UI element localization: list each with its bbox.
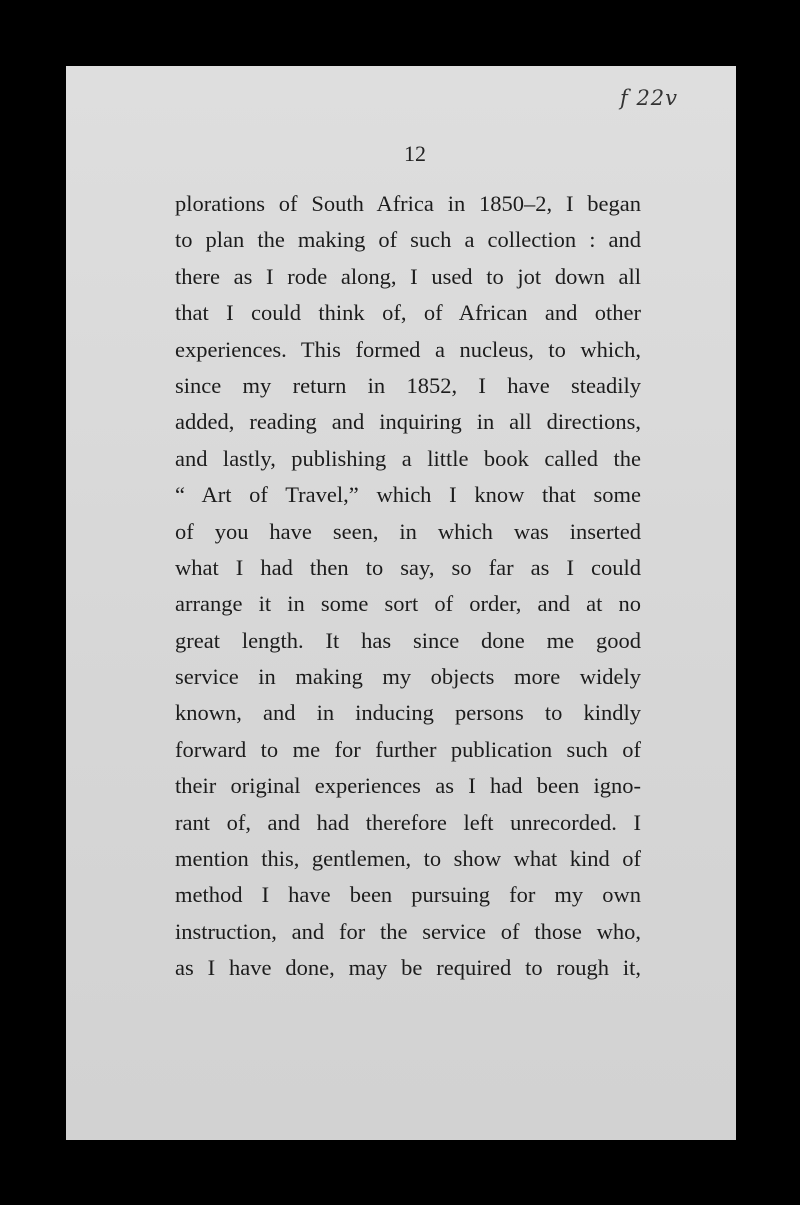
text-line: service in making my objects more widely [175, 664, 641, 690]
text-line: rant of, and had therefore left unrecorded. I [175, 809, 641, 835]
text-line: instruction, and for the service of those who, [175, 918, 641, 944]
folio-annotation: f 22v [620, 86, 679, 110]
text-line: their original experiences as I had been igno- [175, 773, 641, 799]
text-line: “ Art of Travel,” which I know that some [175, 482, 641, 508]
text-line: that I could think of, of African and other [175, 300, 641, 326]
text-line: forward to me for further publication such of [175, 736, 641, 762]
text-line: since my return in 1852, I have steadily [175, 372, 641, 398]
page-number: 12 [404, 141, 426, 166]
text-line: what I had then to say, so far as I could [175, 554, 641, 580]
text-line: arrange it in some sort of order, and at no [175, 591, 641, 617]
text-line: known, and in inducing persons to kindly [175, 700, 641, 726]
text-line: great length. It has since done me good [175, 627, 641, 653]
text-line: plorations of South Africa in 1850–2, I began [175, 191, 641, 216]
body-text [175, 186, 641, 987]
text-line: to plan the making of such a collection : and [175, 227, 641, 253]
text-line: as I have done, may be required to rough it, [175, 955, 641, 981]
text-line: added, reading and inquiring in all directions, [175, 409, 641, 435]
text-line: of you have seen, in which was inserted [175, 518, 641, 544]
text-line: method I have been pursuing for my own [175, 882, 641, 908]
text-line: mention this, gentlemen, to show what kind of [175, 846, 641, 872]
text-line: there as I rode along, I used to jot down all [175, 263, 641, 289]
text-line: experiences. This formed a nucleus, to which, [175, 336, 641, 362]
text-line: and lastly, publishing a little book called the [175, 445, 641, 471]
